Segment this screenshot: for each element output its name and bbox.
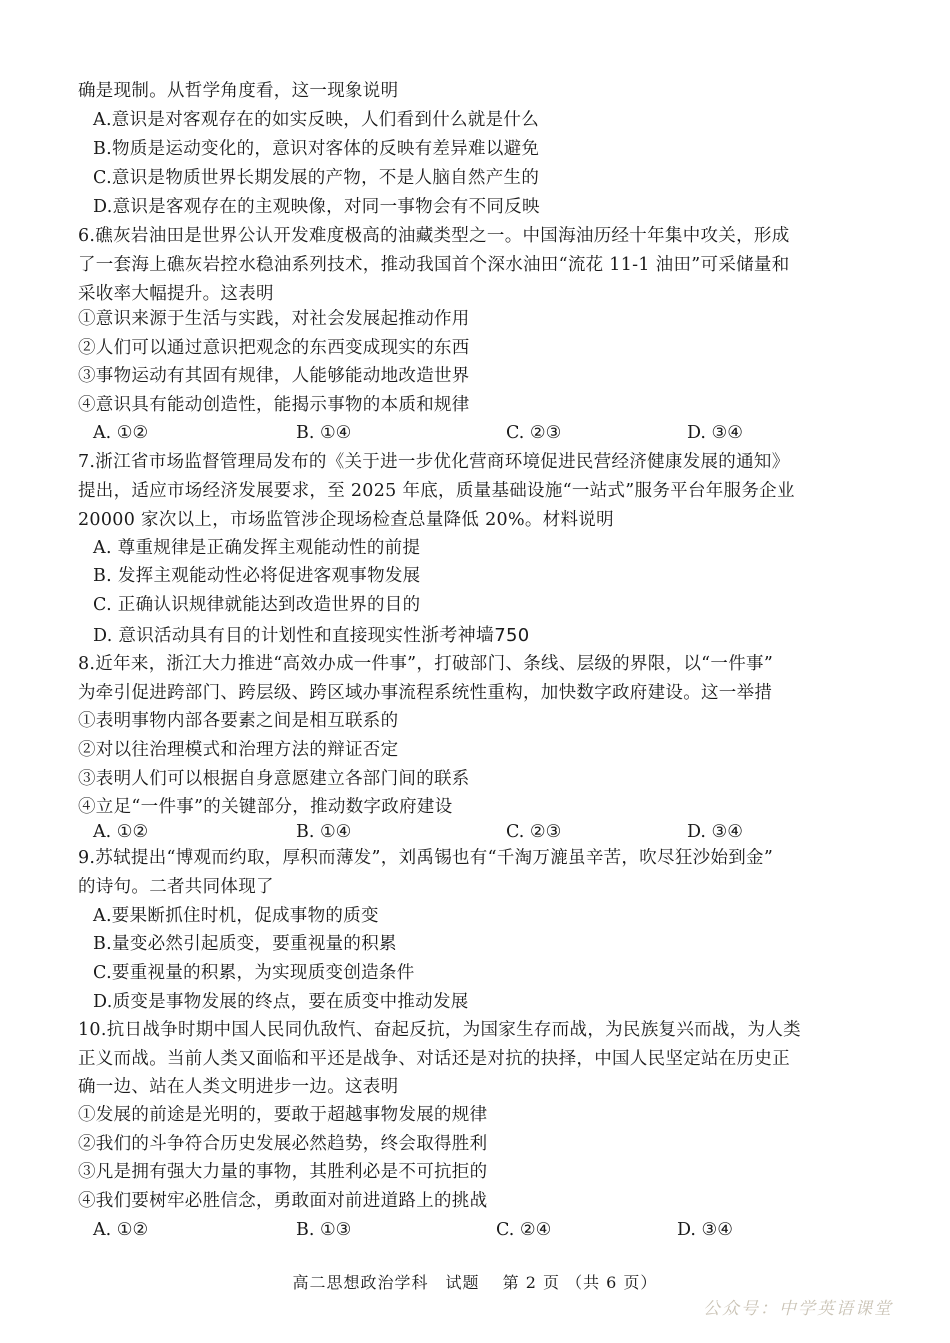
q8-choice-d: D. ③④ bbox=[687, 822, 743, 842]
q5-option-b: B.物质是运动变化的，意识对客体的反映有差异难以避免 bbox=[93, 139, 540, 159]
q10-item-4: ④我们要树牢必胜信念，勇敢面对前进道路上的挑战 bbox=[78, 1191, 488, 1211]
watermark-text: 公众号：中学英语课堂 bbox=[703, 1299, 893, 1319]
q6-stem-line-2: 了一套海上礁灰岩控水稳油系列技术，推动我国首个深水油田“流花 11-1 油田”可采储量和 bbox=[78, 255, 790, 275]
q9-stem-line-1: 9.苏轼提出“博观而约取，厚积而薄发”，刘禹锡也有“千淘万漉虽辛苦，吹尽狂沙始到金” bbox=[78, 848, 774, 868]
inline-watermark: 浙考神墙750 bbox=[421, 625, 530, 646]
q7-option-c: C. 正确认识规律就能达到改造世界的目的 bbox=[93, 595, 421, 615]
q7-option-d-row bbox=[93, 622, 530, 650]
q9-stem-line-2: 的诗句。二者共同体现了 bbox=[78, 877, 274, 897]
q9-option-b: B.量变必然引起质变，要重视量的积累 bbox=[93, 934, 397, 954]
q9-option-c: C.要重视量的积累，为实现质变创造条件 bbox=[93, 963, 415, 983]
q8-stem-line-2: 为牵引促进跨部门、跨层级、跨区域办事流程系统性重构，加快数字政府建设。这一举措 bbox=[78, 683, 773, 703]
page-footer: 高二思想政治学科 试题 第 2 页 （共 6 页） bbox=[292, 1273, 658, 1292]
q9-option-d: D.质变是事物发展的终点，要在质变中推动发展 bbox=[93, 992, 469, 1012]
q6-stem-line-3: 采收率大幅提升。这表明 bbox=[78, 284, 274, 304]
q10-item-1: ①发展的前途是光明的，要敢于超越事物发展的规律 bbox=[78, 1105, 488, 1125]
q10-stem-line-1: 10.抗日战争时期中国人民同仇敌忾、奋起反抗，为国家生存而战，为民族复兴而战，为人类 bbox=[78, 1020, 801, 1040]
q8-choice-b: B. ①④ bbox=[296, 822, 352, 842]
q10-choice-c: C. ②④ bbox=[496, 1220, 552, 1240]
q8-item-4: ④立足“一件事”的关键部分，推动数字政府建设 bbox=[78, 797, 453, 817]
q10-choice-a: A. ①② bbox=[93, 1220, 149, 1240]
q5-option-a: A.意识是对客观存在的如实反映，人们看到什么就是什么 bbox=[93, 110, 539, 130]
q6-stem-line-1: 6.礁灰岩油田是世界公认开发难度极高的油藏类型之一。中国海油历经十年集中攻关，形成 bbox=[78, 226, 790, 246]
q9-option-a: A.要果断抓住时机，促成事物的质变 bbox=[93, 906, 379, 926]
q5-option-d: D.意识是客观存在的主观映像，对同一事物会有不同反映 bbox=[93, 197, 540, 217]
q8-stem-line-1: 8.近年来，浙江大力推进“高效办成一件事”，打破部门、条线、层级的界限，以“一件事” bbox=[78, 654, 774, 674]
q8-choice-a: A. ①② bbox=[93, 822, 149, 842]
q8-choice-c: C. ②③ bbox=[506, 822, 562, 842]
q10-stem-line-2: 正义而战。当前人类又面临和平还是战争、对话还是对抗的抉择，中国人民坚定站在历史正 bbox=[78, 1049, 790, 1069]
q7-option-a: A. 尊重规律是正确发挥主观能动性的前提 bbox=[93, 538, 421, 558]
q10-stem-line-3: 确一边、站在人类文明进步一边。这表明 bbox=[78, 1077, 399, 1097]
q7-stem-line-1: 7.浙江省市场监督管理局发布的《关于进一步优化营商环境促进民营经济健康发展的通知》 bbox=[78, 452, 790, 472]
q10-item-3: ③凡是拥有强大力量的事物，其胜利必是不可抗拒的 bbox=[78, 1162, 488, 1182]
q6-item-2: ②人们可以通过意识把观念的东西变成现实的东西 bbox=[78, 338, 470, 358]
q6-choice-c: C. ②③ bbox=[506, 423, 562, 443]
q8-item-1: ①表明事物内部各要素之间是相互联系的 bbox=[78, 711, 399, 731]
q5-stem-end: 确是现制。从哲学角度看，这一现象说明 bbox=[78, 81, 399, 101]
q7-option-b: B. 发挥主观能动性必将促进客观事物发展 bbox=[93, 566, 421, 586]
q5-option-c: C.意识是物质世界长期发展的产物，不是人脑自然产生的 bbox=[93, 168, 540, 188]
q6-item-4: ④意识具有能动创造性，能揭示事物的本质和规律 bbox=[78, 395, 470, 415]
q6-choice-d: D. ③④ bbox=[687, 423, 743, 443]
q7-stem-line-3: 20000 家次以上，市场监管涉企现场检查总量降低 20%。材料说明 bbox=[78, 510, 614, 530]
q7-option-d: D. 意识活动具有目的计划性和直接现实性 bbox=[93, 626, 422, 646]
q6-item-3: ③事物运动有其固有规律，人能够能动地改造世界 bbox=[78, 366, 470, 386]
q7-stem-line-2: 提出，适应市场经济发展要求，至 2025 年底，质量基础设施“一站式”服务平台年服务企业 bbox=[78, 481, 795, 501]
q8-item-2: ②对以往治理模式和治理方法的辩证否定 bbox=[78, 740, 399, 760]
q8-item-3: ③表明人们可以根据自身意愿建立各部门间的联系 bbox=[78, 769, 470, 789]
q6-choice-a: A. ①② bbox=[93, 423, 149, 443]
q10-choice-b: B. ①③ bbox=[296, 1220, 352, 1240]
q10-choice-d: D. ③④ bbox=[677, 1220, 733, 1240]
q6-item-1: ①意识来源于生活与实践，对社会发展起推动作用 bbox=[78, 309, 470, 329]
q10-item-2: ②我们的斗争符合历史发展必然趋势，终会取得胜利 bbox=[78, 1134, 488, 1154]
q6-choice-b: B. ①④ bbox=[296, 423, 352, 443]
